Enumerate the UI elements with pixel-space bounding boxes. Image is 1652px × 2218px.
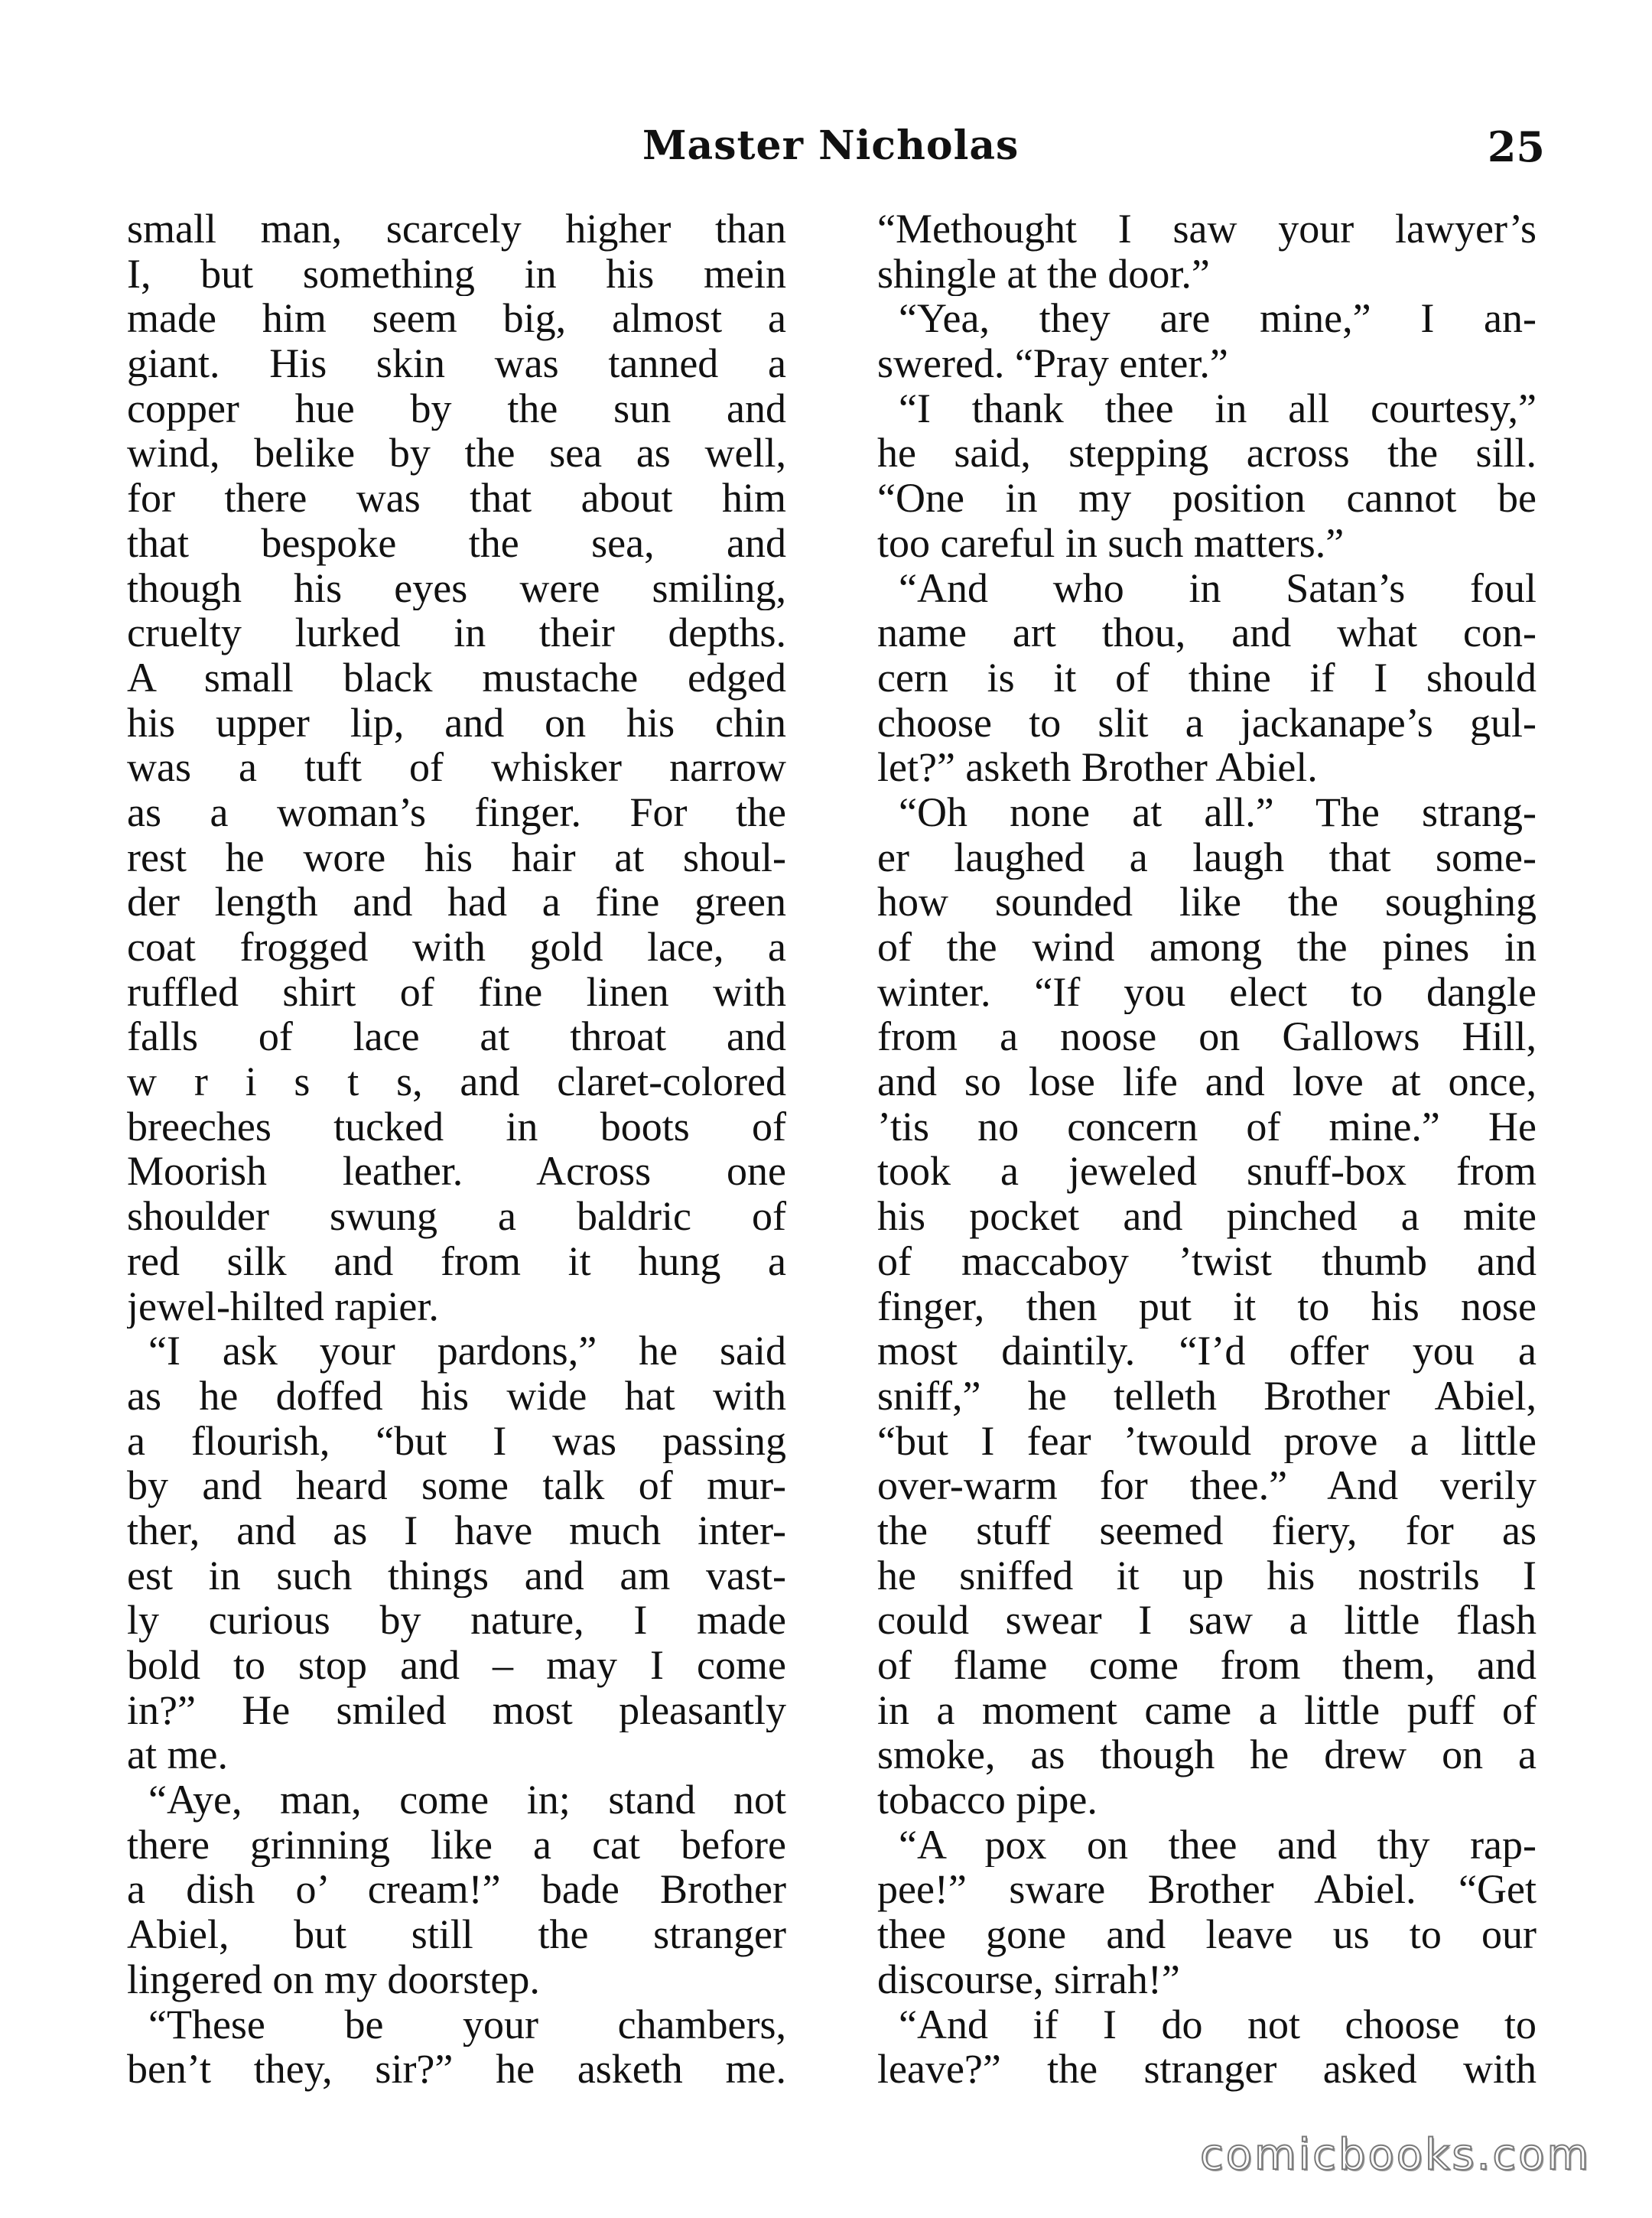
text-line: made him seem big, almost a — [127, 296, 786, 342]
text-line: er laughed a laugh that some- — [877, 834, 1537, 880]
text-line: Abiel, but still the stranger — [127, 1912, 786, 1957]
running-title: Master Nicholas — [642, 122, 1019, 169]
text-line: from a noose on Gallows Hill, — [877, 1014, 1537, 1060]
text-line: “A pox on thee and thy rap- — [899, 1822, 1537, 1868]
text-line: ly curious by nature, I made — [127, 1598, 786, 1643]
text-line: leave?” the stranger asked with — [877, 2047, 1537, 2092]
text-line: “Oh none at all.” The strang- — [899, 789, 1537, 835]
text-line: ’tis no concern of mine.” He — [877, 1104, 1537, 1150]
text-line: for there was that about him — [127, 476, 786, 521]
text-line: shingle at the door.” — [877, 251, 1210, 297]
text-line: discourse, sirrah!” — [877, 1956, 1180, 2002]
text-line: finger, then put it to his nose — [877, 1283, 1537, 1329]
text-line: “These be your chambers, — [148, 2002, 786, 2047]
text-line: “And if I do not choose to — [899, 2002, 1537, 2047]
text-line: lingered on my doorstep. — [127, 1956, 540, 2002]
text-line: “I thank thee in all courtesy,” — [899, 385, 1537, 431]
text-line: A small black mustache edged — [127, 655, 786, 701]
text-line: how sounded like the soughing — [877, 880, 1537, 925]
text-line: he sniffed it up his nostrils I — [877, 1553, 1537, 1598]
right-text-column — [877, 207, 1537, 2092]
text-line: est in such things and am vast- — [127, 1553, 786, 1598]
text-line: ben’t they, sir?” he asketh me. — [127, 2047, 786, 2092]
text-line: jewel-hilted rapier. — [127, 1283, 439, 1329]
text-line: the stuff seemed fiery, for as — [877, 1507, 1537, 1553]
text-line: smoke, as though he drew on a — [877, 1732, 1537, 1778]
text-line: thee gone and leave us to our — [877, 1912, 1537, 1957]
text-line: “I ask your pardons,” he said — [148, 1329, 786, 1374]
text-line: a flourish, “but I was passing — [127, 1418, 786, 1464]
text-line: could swear I saw a little flash — [877, 1598, 1537, 1643]
text-line: of flame come from them, and — [877, 1643, 1537, 1688]
text-line: was a tuft of whisker narrow — [127, 745, 786, 790]
text-line: red silk and from it hung a — [127, 1238, 786, 1284]
text-line: small man, scarcely higher than — [127, 207, 786, 252]
text-line: over-warm for thee.” And verily — [877, 1463, 1537, 1508]
text-line: choose to slit a jackanape’s gul- — [877, 700, 1537, 746]
text-line: ther, and as I have much inter- — [127, 1507, 786, 1553]
text-line: tobacco pipe. — [877, 1777, 1098, 1823]
text-line: cruelty lurked in their depths. — [127, 610, 786, 655]
text-line: wind, belike by the sea as well, — [127, 431, 786, 476]
text-line: rest he wore his hair at shoul- — [127, 834, 786, 880]
text-line: in?” He smiled most pleasantly — [127, 1687, 786, 1733]
text-line: there grinning like a cat before — [127, 1822, 786, 1868]
text-line: took a jeweled snuff-box from — [877, 1149, 1537, 1195]
text-line: at me. — [127, 1732, 228, 1778]
text-line: by and heard some talk of mur- — [127, 1463, 786, 1508]
text-line: a dish o’ cream!” bade Brother — [127, 1867, 786, 1913]
text-line: pee!” sware Brother Abiel. “Get — [877, 1867, 1537, 1913]
page-number: 25 — [1487, 122, 1545, 171]
text-line: bold to stop and – may I come — [127, 1643, 786, 1688]
text-line: “Yea, they are mine,” I an- — [899, 296, 1537, 342]
text-line: “Aye, man, come in; stand not — [148, 1777, 786, 1823]
text-line: giant. His skin was tanned a — [127, 341, 786, 386]
text-line: too careful in such matters.” — [877, 520, 1345, 566]
text-line: “And who in Satan’s foul — [899, 565, 1537, 611]
text-line: cern is it of thine if I should — [877, 655, 1537, 701]
text-line: in a moment came a little puff of — [877, 1687, 1537, 1733]
left-text-column — [127, 207, 786, 2092]
text-line: copper hue by the sun and — [127, 385, 786, 431]
text-line: “Methought I saw your lawyer’s — [877, 207, 1537, 252]
text-line: his upper lip, and on his chin — [127, 700, 786, 746]
text-line: w r i s t s, and claret-colored — [127, 1059, 786, 1104]
text-line: coat frogged with gold lace, a — [127, 925, 786, 970]
text-line: let?” asketh Brother Abiel. — [877, 745, 1318, 790]
text-line: and so lose life and love at once, — [877, 1059, 1537, 1104]
text-line: Moorish leather. Across one — [127, 1149, 786, 1195]
text-line: as a woman’s finger. For the — [127, 789, 786, 835]
text-line: of the wind among the pines in — [877, 925, 1537, 970]
text-line: his pocket and pinched a mite — [877, 1194, 1537, 1239]
text-line: swered. “Pray enter.” — [877, 341, 1228, 386]
text-line: I, but something in his mein — [127, 251, 786, 297]
text-line: “but I fear ’twould prove a little — [877, 1418, 1537, 1464]
running-header — [0, 122, 1652, 184]
text-line: winter. “If you elect to dangle — [877, 969, 1537, 1015]
text-line: of maccaboy ’twist thumb and — [877, 1238, 1537, 1284]
watermark: comicbooks.com — [1199, 2130, 1591, 2180]
text-line: name art thou, and what con- — [877, 610, 1537, 655]
text-line: that bespoke the sea, and — [127, 520, 786, 566]
text-line: falls of lace at throat and — [127, 1014, 786, 1060]
text-line: most daintily. “I’d offer you a — [877, 1329, 1537, 1374]
text-line: breeches tucked in boots of — [127, 1104, 786, 1150]
text-line: as he doffed his wide hat with — [127, 1373, 786, 1419]
text-line: “One in my position cannot be — [877, 476, 1537, 521]
text-line: he said, stepping across the sill. — [877, 431, 1537, 476]
text-line: though his eyes were smiling, — [127, 565, 786, 611]
text-line: shoulder swung a baldric of — [127, 1194, 786, 1239]
text-line: sniff,” he telleth Brother Abiel, — [877, 1373, 1537, 1419]
text-line: der length and had a fine green — [127, 880, 786, 925]
text-line: ruffled shirt of fine linen with — [127, 969, 786, 1015]
